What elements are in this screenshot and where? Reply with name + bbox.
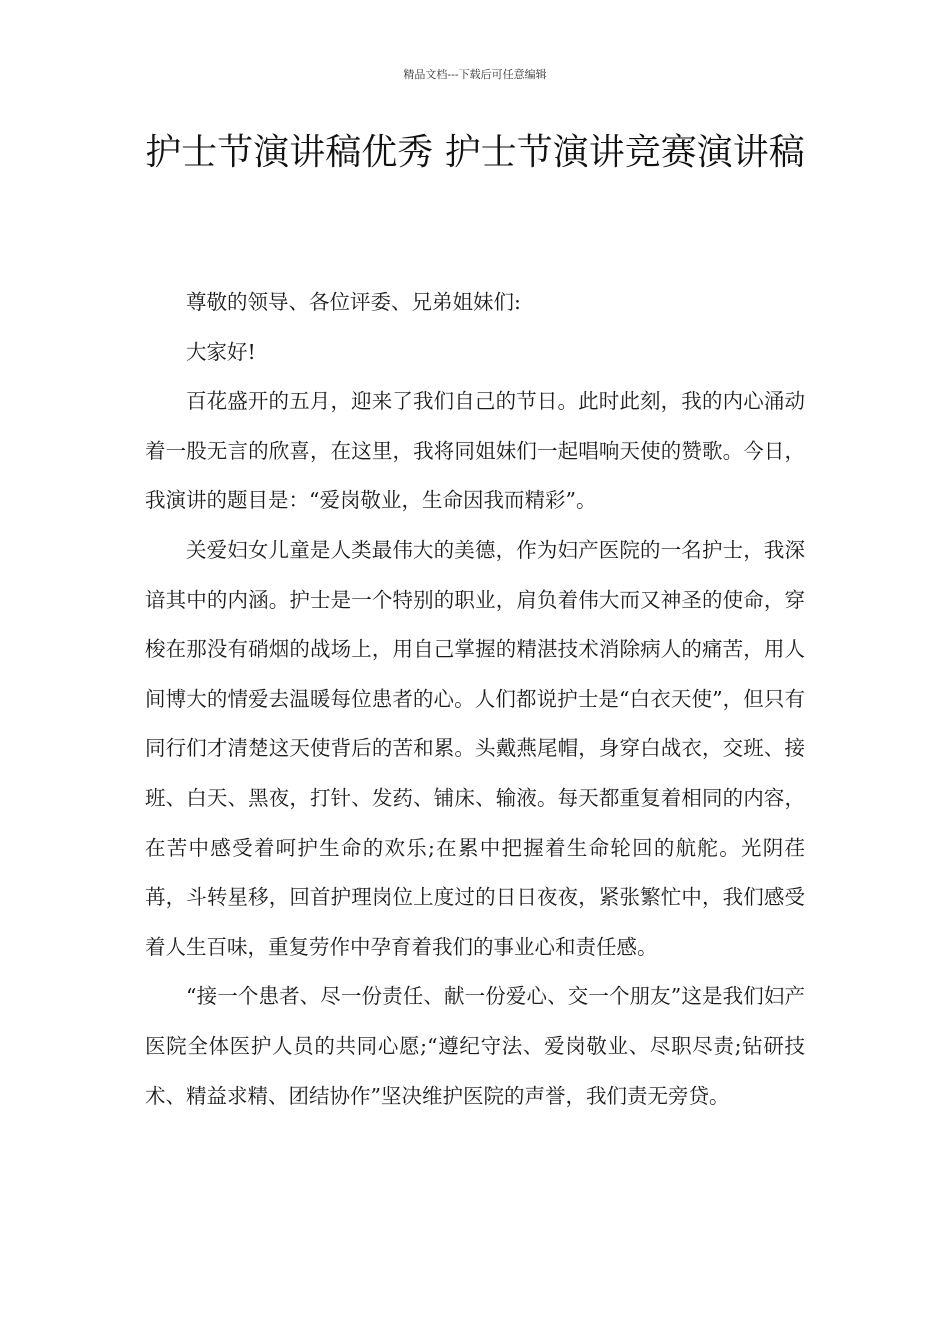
header-note: 精品文档---下载后可任意编辑 [403, 68, 547, 81]
paragraph-salutation: 尊敬的领导、各位评委、兄弟姐妹们: [186, 290, 521, 314]
paragraph-body-2: “接一个患者、尽一份责任、献一份爱心、交一个朋友”这是我们妇产医院全体医护人员的共同心愿;“遵纪守法、爱岗敬业、尽职尽责;钻研技术、精益求精、团结协作”坚决维护医院的声誉，我们责无旁贷。 [145, 984, 805, 1108]
document-body [145, 278, 805, 1121]
paragraph-greeting: 大家好! [186, 339, 256, 364]
paragraph-body-1: 关爱妇女儿童是人类最伟大的美德，作为妇产医院的一名护士，我深谙其中的内涵。护士是一个特别的职业，肩负着伟大而又神圣的使命，穿梭在那没有硝烟的战场上，用自己掌握的精湛技术消除病人的痛苦，用人间博大的情爱去温暖每位患者的心。人们都说护士是“白衣天使”，但只有同行们才清楚这天使背后的苦和累。头戴燕尾帽，身穿白战衣，交班、接班、白天、黑夜，打针、发药、铺床、输液。每天都重复着相同的内容，在苦中感受着呵护生命的欢乐;在累中把握着生命轮回的航舵。光阴荏苒，斗转星移，回首护理岗位上度过的日日夜夜，紧张繁忙中，我们感受着人生百味，重复劳作中孕育着我们的事业心和责任感。 [145, 537, 805, 959]
page-title: 护士节演讲稿优秀 护士节演讲竞赛演讲稿 [145, 132, 805, 173]
paragraph-intro: 百花盛开的五月，迎来了我们自己的节日。此时此刻，我的内心涌动着一股无言的欣喜，在这里，我将同姐妹们一起唱响天使的赞歌。今日，我演讲的题目是：“爱岗敬业，生命因我而精彩”。 [145, 389, 805, 513]
